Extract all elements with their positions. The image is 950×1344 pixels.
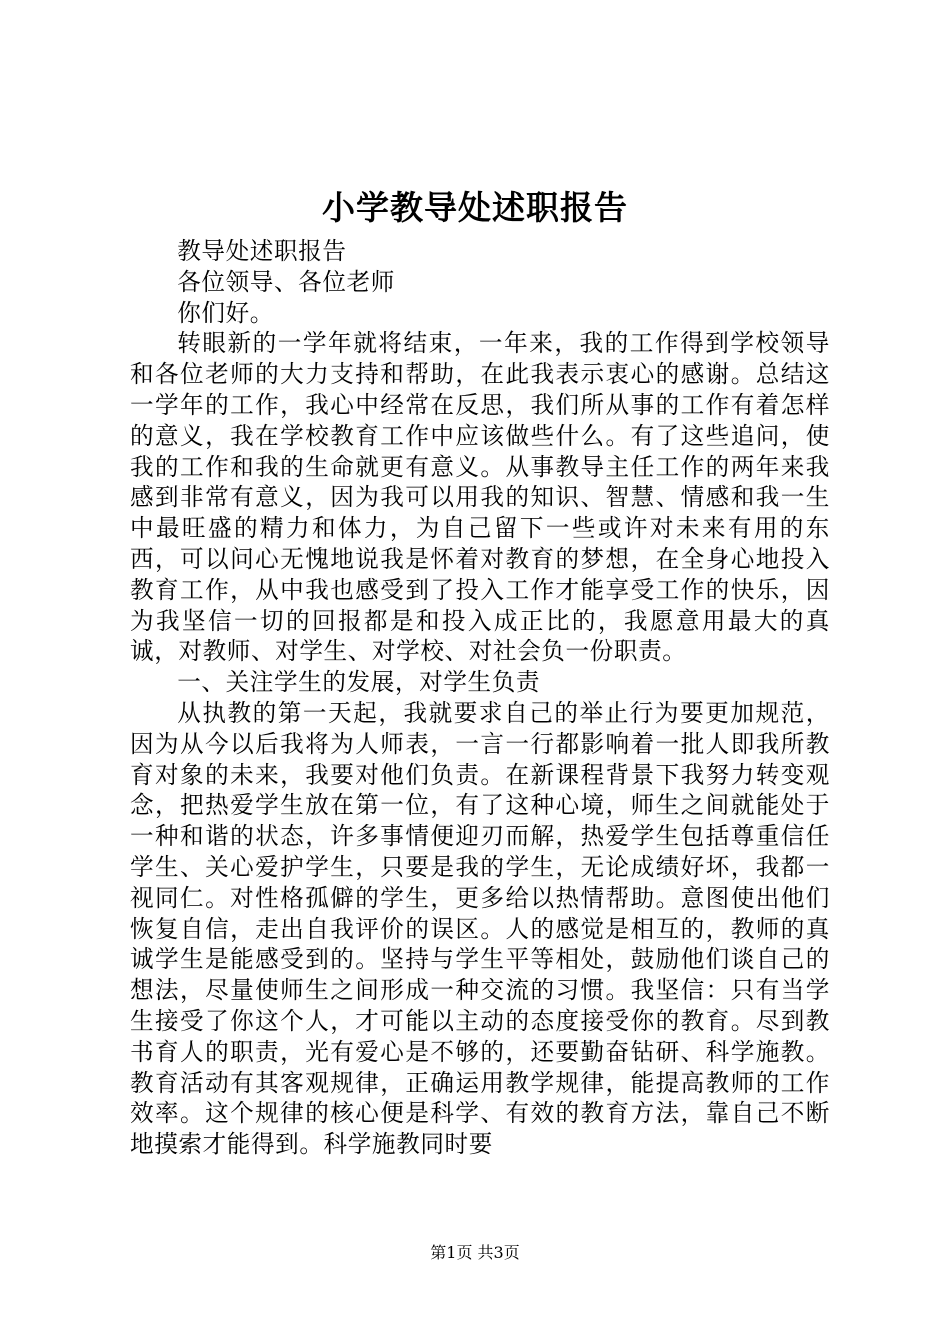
paragraph-greeting: 你们好。 <box>177 298 274 327</box>
paragraph-salutation: 各位领导、各位老师 <box>177 267 395 296</box>
paragraph-heading-line: 教导处述职报告 <box>177 237 347 265</box>
document-title: 小学教导处述职报告 <box>322 188 628 227</box>
document-body <box>130 236 830 1160</box>
page-footer: 第1页 共3页 <box>430 1243 520 1262</box>
paragraph-intro: 转眼新的一学年就将结束，一年来，我的工作得到学校领导和各位老师的大力支持和帮助，在此我表示衷心的感谢。总结这一学年的工作，我心中经常在反思，我们所从事的工作有着怎样的意义，我在学校教育工作中应该做些什么。有了这些追问，使我的工作和我的生命就更有意义。从事教导主任工作的两年来我感到非常有意义，因为我可以用我的知识、智慧、情感和我一生中最旺盛的精力和体力，为自己留下一些或许对未来有用的东西，可以问心无愧地说我是怀着对教育的梦想，在全身心地投入教育工作，从中我也感受到了投入工作才能享受工作的快乐，因为我坚信一切的回报都是和投入成正比的，我愿意用最大的真诚，对教师、对学生、对学校、对社会负一份职责。 <box>130 329 830 666</box>
paragraph-section-1: 从执教的第一天起，我就要求自己的举止行为要更加规范，因为从今以后我将为人师表，一言一行都影响着一批人即我所教育对象的未来，我要对他们负责。在新课程背景下我努力转变观念，把热爱学生放在第一位，有了这种心境，师生之间就能处于一种和谐的状态，许多事情便迎刃而解，热爱学生包括尊重信任学生、关心爱护学生，只要是我的学生，无论成绩好坏，我都一视同仁。对性格孤僻的学生，更多给以热情帮助。意图使出他们恢复自信，走出自我评价的误区。人的感觉是相互的，教师的真诚学生是能感受到的。坚持与学生平等相处，鼓励他们谈自己的想法，尽量使师生之间形成一种交流的习惯。我坚信：只有当学生接受了你这个人，才可能以主动的态度接受你的教育。尽到教书育人的职责，光有爱心是不够的，还要勤奋钻研、科学施教。教育活动有其客观规律，正确运用教学规律，能提高教师的工作效率。这个规律的核心便是科学、有效的教育方法，靠自己不断地摸索才能得到。科学施教同时要 <box>130 698 830 1159</box>
section-heading-1: 一、关注学生的发展，对学生负责 <box>177 668 541 697</box>
